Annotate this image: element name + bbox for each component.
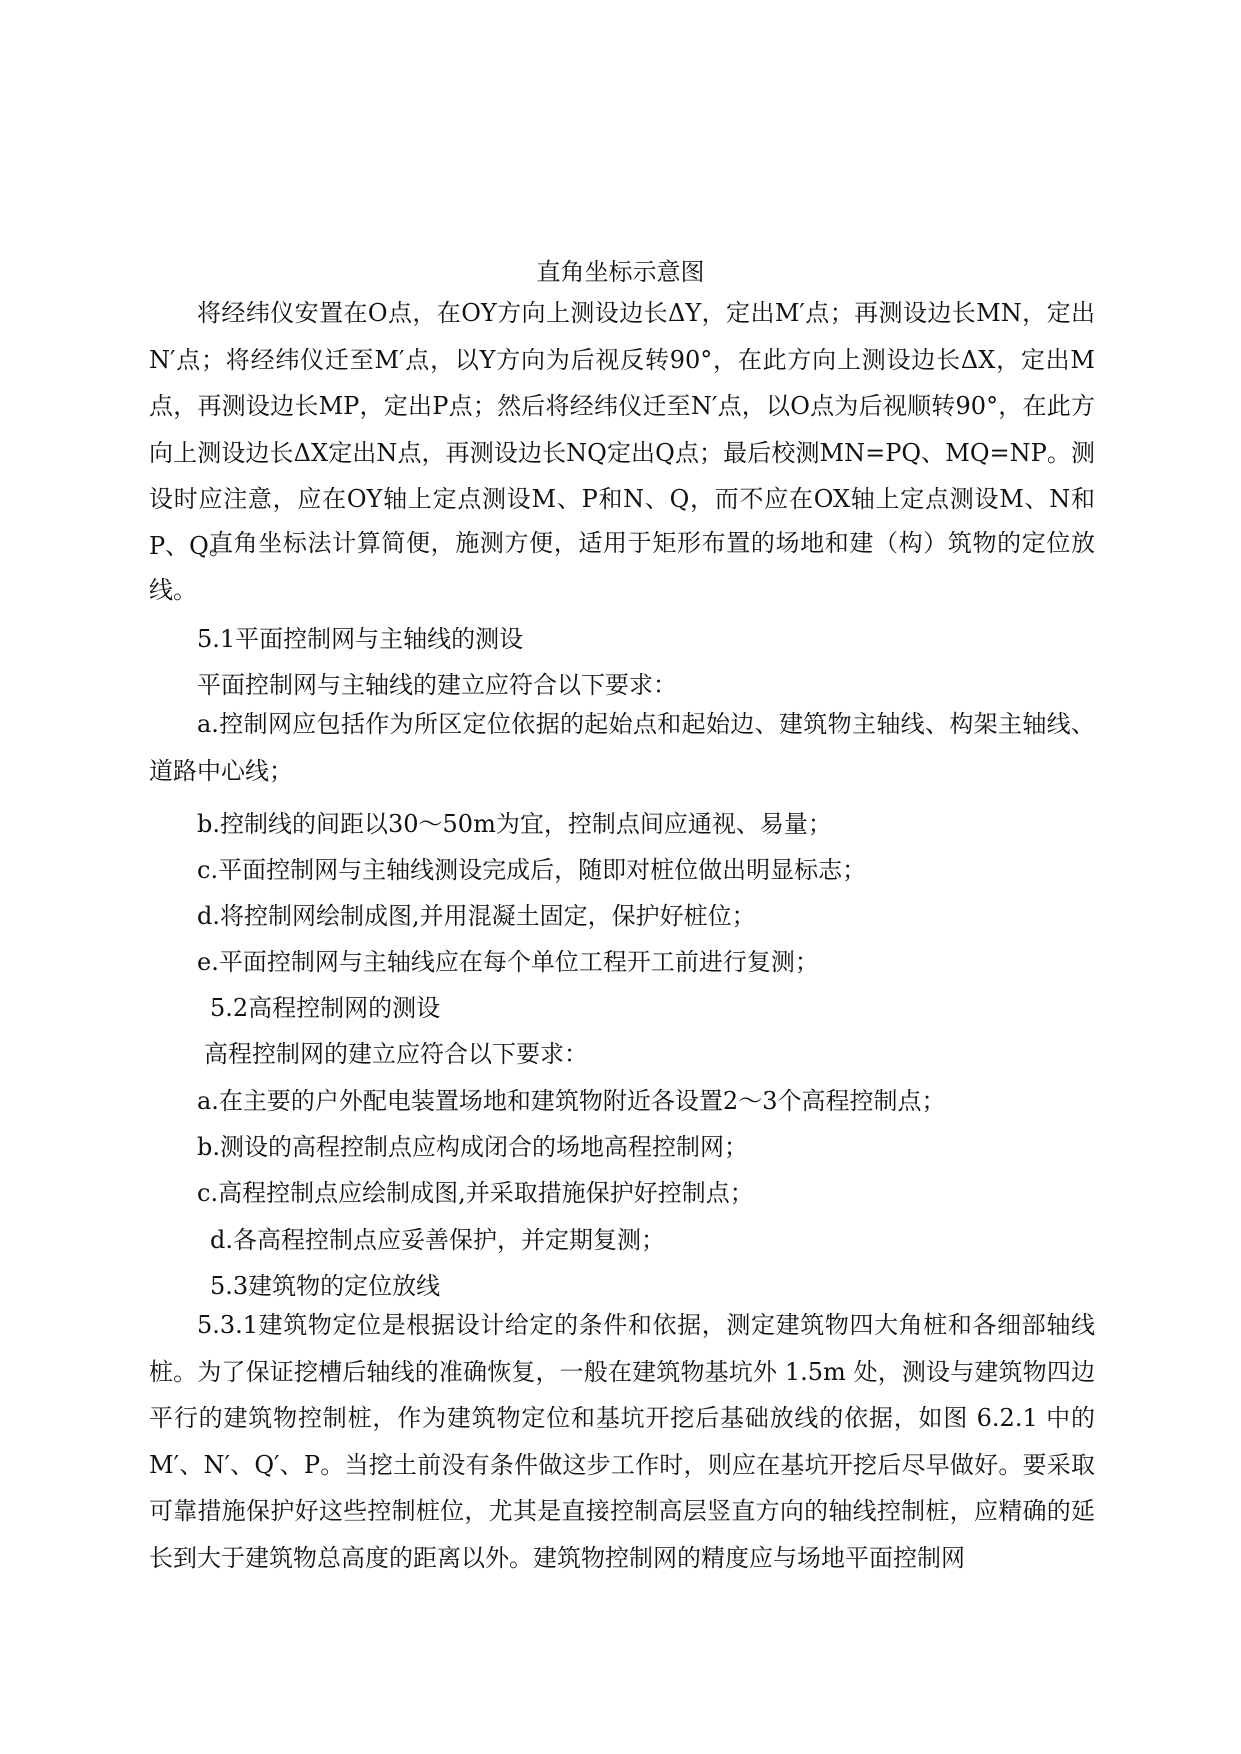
paragraph-building-positioning: 5.3.1建筑物定位是根据设计给定的条件和依据，测定建筑物四大角桩和各细部轴线桩。为了保证挖槽后轴线的准确恢复，一般在建筑物基坑外 1.5m 处，测设与建筑物四边平行的建筑物控制桩，作为建筑物定位和基坑开挖后基础放线的依据，如图 6.2.1 中的M′、N′、Q′、P。当挖土前没有条件做这步工作时，则应在基坑开挖后尽早做好。要采取可靠措施保护好这些控制桩位，尤其是直接控制高层竖直方向的轴线控制桩，应精确的延长到大于建筑物总高度的距离以外。建筑物控制网的精度应与场地平面控制网 [149, 1311, 1095, 1572]
elevation-item-b: b.测设的高程控制点应构成闭合的场地高程控制网； [197, 1133, 748, 1161]
paragraph-requirements-intro: 平面控制网与主轴线的建立应符合以下要求： [197, 671, 677, 699]
section-heading-5-3: 5.3建筑物的定位放线 [210, 1272, 441, 1300]
section-heading-5-1: 5.1平面控制网与主轴线的测设 [197, 625, 524, 653]
list-item-a: a.控制网应包括作为所区定位依据的起始点和起始边、建筑物主轴线、构架主轴线、道路中心线； [149, 710, 1095, 785]
list-item-b: b.控制线的间距以30～50m为宜，控制点间应通视、易量； [197, 810, 832, 838]
section-heading-5-2: 5.2高程控制网的测设 [210, 994, 441, 1022]
elevation-item-d: d.各高程控制点应妥善保护，并定期复测； [210, 1226, 665, 1254]
list-item-c: c.平面控制网与主轴线测设完成后，随即对桩位做出明显标志； [197, 856, 867, 884]
paragraph-elevation-intro: 高程控制网的建立应符合以下要求： [204, 1040, 588, 1068]
elevation-item-c: c.高程控制点应绘制成图,并采取措施保护好控制点； [197, 1179, 754, 1207]
paragraph-summary: 直角坐标法计算简便，施测方便，适用于矩形布置的场地和建（构）筑物的定位放线。 [149, 529, 1095, 604]
elevation-item-a: a.在主要的户外配电装置场地和建筑物附近各设置2～3个高程控制点； [197, 1087, 946, 1115]
list-item-d: d.将控制网绘制成图,并用混凝土固定，保护好桩位； [197, 902, 756, 930]
figure-caption: 直角坐标示意图 [536, 258, 705, 286]
paragraph-procedure: 将经纬仪安置在O点，在OY方向上测设边长ΔY，定出M′点；再测设边长MN，定出N′点；将经纬仪迁至M′点，以Y方向为后视反转90°，在此方向上测设边长ΔX，定出M点，再测设边长MP，定出P点；然后将经纬仪迁至N′点，以O点为后视顺转90°，在此方向上测设边长ΔX定出N点，再测设边长NQ定出Q点；最后校测MN=PQ、MQ=NP。测设时应注意，应在OY轴上定点测设M、P和N、Q，而不应在OX轴上定点测设M、N和P、Q。 [149, 299, 1095, 560]
list-item-e: e.平面控制网与主轴线应在每个单位工程开工前进行复测； [197, 948, 819, 976]
